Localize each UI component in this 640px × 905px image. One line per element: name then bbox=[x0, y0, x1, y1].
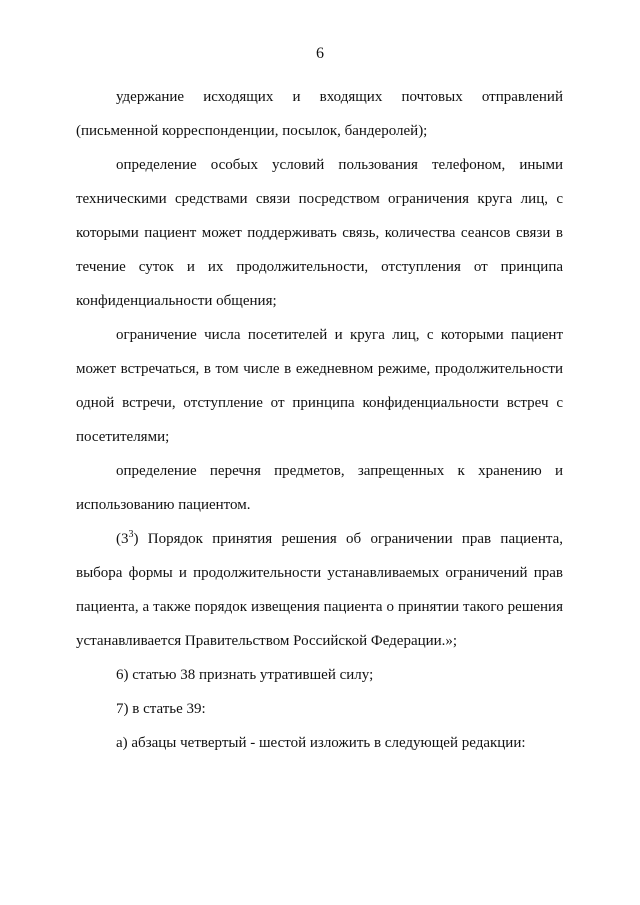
clause-3-3 bbox=[76, 522, 563, 658]
paragraph-mail-restriction: удержание исходящих и входящих почтовых отправлений (письменной корреспонденции, посылок, бандеролей); bbox=[76, 89, 563, 139]
document-body bbox=[76, 80, 563, 760]
item-7: 7) в статье 39: bbox=[116, 701, 206, 717]
item-6: 6) статью 38 признать утратившей силу; bbox=[116, 667, 374, 683]
item-7a: а) абзацы четвертый - шестой изложить в следующей редакции: bbox=[116, 735, 526, 751]
clause-text: ) Порядок принятия решения об ограничении прав пациента, выбора формы и продолжительности устанавливаемых ограничений прав пациента, а также порядок извещения пациента о принятии такого решения устанавливается Правительством Российской Федерации.»; bbox=[76, 531, 563, 649]
clause-superscript: 3 bbox=[128, 529, 134, 540]
page-number: 6 bbox=[316, 45, 324, 62]
paragraph-items-restriction: определение перечня предметов, запрещенных к хранению и использованию пациентом. bbox=[76, 463, 563, 513]
paragraph-phone-restriction: определение особых условий пользования телефоном, иными техническими средствами связи посредством ограничения круга лиц, с которыми пациент может поддерживать связь, количества сеансов связи в течение суток и их продолжительности, отступления от принципа конфиденциальности общения; bbox=[76, 157, 563, 309]
paragraph-visitor-restriction: ограничение числа посетителей и круга лиц, с которыми пациент может встречаться, в том числе в ежедневном режиме, продолжительности одной встречи, отступление от принципа конфиденциальности встреч с посетителями; bbox=[76, 327, 563, 445]
clause-prefix: (3 bbox=[116, 531, 129, 547]
